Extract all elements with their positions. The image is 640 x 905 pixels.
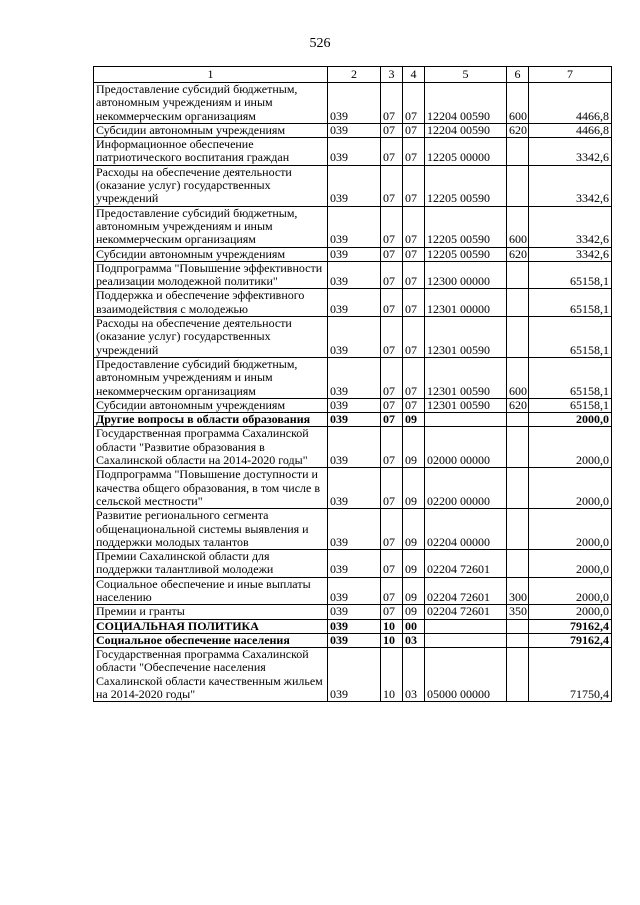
row-amount-cell: 2000,0 <box>529 605 612 619</box>
row-section-code-cell: 07 <box>381 317 403 358</box>
row-name-cell: Развитие регионального сегмента общенациональной системы выявления и поддержки молодых талантов <box>94 509 328 550</box>
row-expense-type-cell: 600 <box>507 206 529 247</box>
row-subsection-code-cell: 09 <box>403 509 425 550</box>
table-row <box>94 468 612 509</box>
row-expense-type-cell <box>507 468 529 509</box>
row-expense-type-cell <box>507 413 529 427</box>
row-subsection-code-cell: 09 <box>403 577 425 605</box>
header-col-4: 4 <box>403 67 425 83</box>
row-target-article-cell <box>425 619 507 633</box>
row-subsection-code-cell: 07 <box>403 83 425 124</box>
table-row <box>94 648 612 702</box>
row-amount-cell: 79162,4 <box>529 619 612 633</box>
table-row <box>94 509 612 550</box>
row-name-cell: Подпрограмма "Повышение доступности и качества общего образования, в том числе в сельской местности" <box>94 468 328 509</box>
row-amount-cell: 65158,1 <box>529 317 612 358</box>
row-ministry-code-cell: 039 <box>328 619 381 633</box>
row-subsection-code-cell: 07 <box>403 138 425 166</box>
row-target-article-cell: 12301 00590 <box>425 317 507 358</box>
row-target-article-cell: 12301 00590 <box>425 398 507 412</box>
row-expense-type-cell <box>507 165 529 206</box>
header-col-3: 3 <box>381 67 403 83</box>
table-body <box>94 83 612 702</box>
row-subsection-code-cell: 07 <box>403 206 425 247</box>
row-section-code-cell: 07 <box>381 577 403 605</box>
row-target-article-cell: 02000 00000 <box>425 427 507 468</box>
table-row <box>94 427 612 468</box>
row-section-code-cell: 07 <box>381 138 403 166</box>
row-amount-cell: 3342,6 <box>529 138 612 166</box>
row-section-code-cell: 10 <box>381 633 403 647</box>
row-expense-type-cell: 600 <box>507 83 529 124</box>
row-section-code-cell: 07 <box>381 123 403 137</box>
row-target-article-cell: 12205 00590 <box>425 206 507 247</box>
row-subsection-code-cell: 07 <box>403 247 425 261</box>
row-ministry-code-cell: 039 <box>328 509 381 550</box>
table-row <box>94 138 612 166</box>
row-section-code-cell: 07 <box>381 398 403 412</box>
row-ministry-code-cell: 039 <box>328 468 381 509</box>
row-target-article-cell <box>425 633 507 647</box>
row-expense-type-cell <box>507 648 529 702</box>
row-ministry-code-cell: 039 <box>328 357 381 398</box>
table-row <box>94 123 612 137</box>
row-target-article-cell: 12204 00590 <box>425 83 507 124</box>
table-row <box>94 398 612 412</box>
table-row <box>94 83 612 124</box>
row-target-article-cell: 02204 00000 <box>425 509 507 550</box>
row-ministry-code-cell: 039 <box>328 317 381 358</box>
table-row <box>94 550 612 578</box>
row-expense-type-cell <box>507 619 529 633</box>
row-amount-cell: 4466,8 <box>529 123 612 137</box>
row-section-code-cell: 07 <box>381 605 403 619</box>
row-subsection-code-cell: 09 <box>403 427 425 468</box>
row-subsection-code-cell: 07 <box>403 317 425 358</box>
row-amount-cell: 3342,6 <box>529 247 612 261</box>
row-section-code-cell: 10 <box>381 619 403 633</box>
header-col-1: 1 <box>94 67 328 83</box>
row-expense-type-cell <box>507 261 529 289</box>
row-amount-cell: 65158,1 <box>529 261 612 289</box>
header-col-5: 5 <box>425 67 507 83</box>
row-section-code-cell: 07 <box>381 427 403 468</box>
row-expense-type-cell <box>507 550 529 578</box>
row-name-cell: Субсидии автономным учреждениям <box>94 247 328 261</box>
table-row <box>94 619 612 633</box>
row-subsection-code-cell: 09 <box>403 550 425 578</box>
row-ministry-code-cell: 039 <box>328 413 381 427</box>
row-ministry-code-cell: 039 <box>328 427 381 468</box>
row-ministry-code-cell: 039 <box>328 123 381 137</box>
row-ministry-code-cell: 039 <box>328 165 381 206</box>
row-name-cell: Расходы на обеспечение деятельности (оказание услуг) государственных учреждений <box>94 317 328 358</box>
table-row <box>94 605 612 619</box>
row-expense-type-cell <box>507 317 529 358</box>
row-section-code-cell: 07 <box>381 509 403 550</box>
row-ministry-code-cell: 039 <box>328 206 381 247</box>
row-section-code-cell: 07 <box>381 261 403 289</box>
row-subsection-code-cell: 03 <box>403 648 425 702</box>
row-name-cell: Предоставление субсидий бюджетным, автономным учреждениям и иным некоммерческим организациям <box>94 357 328 398</box>
row-subsection-code-cell: 03 <box>403 633 425 647</box>
row-amount-cell: 4466,8 <box>529 83 612 124</box>
row-name-cell: Премии Сахалинской области для поддержки талантливой молодежи <box>94 550 328 578</box>
row-amount-cell: 65158,1 <box>529 357 612 398</box>
row-ministry-code-cell: 039 <box>328 633 381 647</box>
row-target-article-cell: 02200 00000 <box>425 468 507 509</box>
row-section-code-cell: 07 <box>381 165 403 206</box>
budget-table <box>93 66 612 702</box>
table-row <box>94 633 612 647</box>
row-target-article-cell: 02204 72601 <box>425 550 507 578</box>
row-target-article-cell: 02204 72601 <box>425 605 507 619</box>
row-name-cell: Государственная программа Сахалинской области "Развитие образования в Сахалинской области на 2014-2020 годы" <box>94 427 328 468</box>
page-number: 526 <box>309 36 331 51</box>
row-name-cell: Поддержка и обеспечение эффективного взаимодействия с молодежью <box>94 289 328 317</box>
row-ministry-code-cell: 039 <box>328 261 381 289</box>
row-name-cell: Субсидии автономным учреждениям <box>94 123 328 137</box>
table-row <box>94 577 612 605</box>
row-amount-cell: 2000,0 <box>529 509 612 550</box>
row-target-article-cell: 12204 00590 <box>425 123 507 137</box>
row-name-cell: Социальное обеспечение и иные выплаты населению <box>94 577 328 605</box>
row-name-cell: Предоставление субсидий бюджетным, автономным учреждениям и иным некоммерческим организациям <box>94 83 328 124</box>
table-row <box>94 165 612 206</box>
row-expense-type-cell: 620 <box>507 123 529 137</box>
row-expense-type-cell <box>507 427 529 468</box>
row-subsection-code-cell: 00 <box>403 619 425 633</box>
row-section-code-cell: 10 <box>381 648 403 702</box>
table-row <box>94 247 612 261</box>
row-name-cell: Премии и гранты <box>94 605 328 619</box>
header-col-7: 7 <box>529 67 612 83</box>
table-header-row <box>94 67 612 83</box>
row-subsection-code-cell: 07 <box>403 165 425 206</box>
row-name-cell: Социальное обеспечение населения <box>94 633 328 647</box>
row-expense-type-cell: 600 <box>507 357 529 398</box>
row-name-cell: Государственная программа Сахалинской области "Обеспечение населения Сахалинской области качественным жильем на 2014-2020 годы" <box>94 648 328 702</box>
row-ministry-code-cell: 039 <box>328 83 381 124</box>
row-expense-type-cell: 620 <box>507 398 529 412</box>
row-expense-type-cell <box>507 509 529 550</box>
row-name-cell: Субсидии автономным учреждениям <box>94 398 328 412</box>
row-amount-cell: 79162,4 <box>529 633 612 647</box>
row-ministry-code-cell: 039 <box>328 577 381 605</box>
row-name-cell: СОЦИАЛЬНАЯ ПОЛИТИКА <box>94 619 328 633</box>
row-target-article-cell: 12301 00590 <box>425 357 507 398</box>
table-row <box>94 206 612 247</box>
row-section-code-cell: 07 <box>381 413 403 427</box>
row-section-code-cell: 07 <box>381 206 403 247</box>
row-target-article-cell: 12205 00000 <box>425 138 507 166</box>
row-section-code-cell: 07 <box>381 83 403 124</box>
row-amount-cell: 2000,0 <box>529 427 612 468</box>
row-target-article-cell: 12205 00590 <box>425 165 507 206</box>
row-expense-type-cell <box>507 138 529 166</box>
row-subsection-code-cell: 09 <box>403 605 425 619</box>
row-name-cell: Информационное обеспечение патриотического воспитания граждан <box>94 138 328 166</box>
row-expense-type-cell: 620 <box>507 247 529 261</box>
row-ministry-code-cell: 039 <box>328 648 381 702</box>
header-col-6: 6 <box>507 67 529 83</box>
table-row <box>94 357 612 398</box>
row-subsection-code-cell: 07 <box>403 357 425 398</box>
row-ministry-code-cell: 039 <box>328 398 381 412</box>
row-ministry-code-cell: 039 <box>328 247 381 261</box>
row-amount-cell: 2000,0 <box>529 413 612 427</box>
row-expense-type-cell: 350 <box>507 605 529 619</box>
table-row <box>94 317 612 358</box>
row-name-cell: Подпрограмма "Повышение эффективности реализации молодежной политики" <box>94 261 328 289</box>
row-expense-type-cell: 300 <box>507 577 529 605</box>
row-ministry-code-cell: 039 <box>328 550 381 578</box>
row-subsection-code-cell: 09 <box>403 468 425 509</box>
table-row <box>94 289 612 317</box>
row-expense-type-cell <box>507 289 529 317</box>
row-target-article-cell <box>425 413 507 427</box>
row-subsection-code-cell: 07 <box>403 289 425 317</box>
row-section-code-cell: 07 <box>381 468 403 509</box>
row-amount-cell: 3342,6 <box>529 206 612 247</box>
row-section-code-cell: 07 <box>381 357 403 398</box>
row-subsection-code-cell: 07 <box>403 123 425 137</box>
row-section-code-cell: 07 <box>381 289 403 317</box>
row-amount-cell: 2000,0 <box>529 550 612 578</box>
table-row <box>94 413 612 427</box>
row-target-article-cell: 12300 00000 <box>425 261 507 289</box>
table-row <box>94 261 612 289</box>
row-subsection-code-cell: 09 <box>403 413 425 427</box>
row-amount-cell: 2000,0 <box>529 468 612 509</box>
row-amount-cell: 2000,0 <box>529 577 612 605</box>
row-name-cell: Другие вопросы в области образования <box>94 413 328 427</box>
row-amount-cell: 3342,6 <box>529 165 612 206</box>
row-target-article-cell: 12205 00590 <box>425 247 507 261</box>
row-section-code-cell: 07 <box>381 247 403 261</box>
row-subsection-code-cell: 07 <box>403 261 425 289</box>
row-amount-cell: 65158,1 <box>529 398 612 412</box>
row-ministry-code-cell: 039 <box>328 138 381 166</box>
row-name-cell: Расходы на обеспечение деятельности (оказание услуг) государственных учреждений <box>94 165 328 206</box>
row-target-article-cell: 05000 00000 <box>425 648 507 702</box>
row-ministry-code-cell: 039 <box>328 605 381 619</box>
row-amount-cell: 71750,4 <box>529 648 612 702</box>
header-col-2: 2 <box>328 67 381 83</box>
row-target-article-cell: 12301 00000 <box>425 289 507 317</box>
row-expense-type-cell <box>507 633 529 647</box>
row-target-article-cell: 02204 72601 <box>425 577 507 605</box>
row-ministry-code-cell: 039 <box>328 289 381 317</box>
row-amount-cell: 65158,1 <box>529 289 612 317</box>
row-section-code-cell: 07 <box>381 550 403 578</box>
row-subsection-code-cell: 07 <box>403 398 425 412</box>
row-name-cell: Предоставление субсидий бюджетным, автономным учреждениям и иным некоммерческим организациям <box>94 206 328 247</box>
